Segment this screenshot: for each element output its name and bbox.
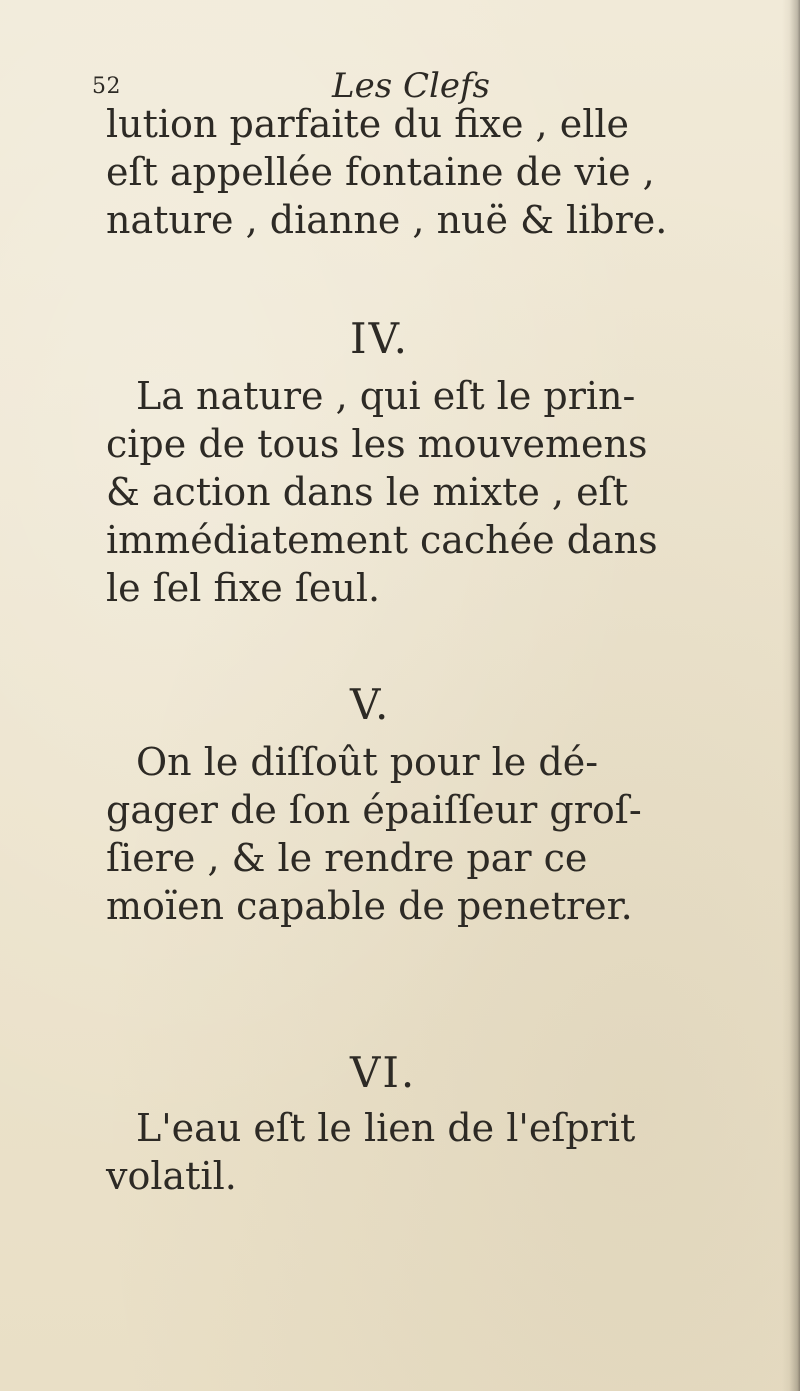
- text-line: gager de ſon épaiſſeur groſ-: [106, 788, 642, 832]
- text-line: cipe de tous les mouvemens: [106, 422, 648, 466]
- text-line: lution parfaite du fixe , elle: [106, 102, 630, 146]
- page-edge-shadow: [782, 0, 800, 1391]
- page-number: 52: [92, 74, 121, 99]
- text-line: moïen capable de penetrer.: [106, 884, 633, 928]
- section-number-v: V.: [350, 680, 391, 729]
- text-line: & action dans le mixte , eſt: [106, 470, 628, 514]
- text-line: L'eau eſt le lien de l'eſprit: [136, 1106, 636, 1150]
- text-line: On le diſſoût pour le dé-: [136, 740, 599, 784]
- text-line: ſiere , & le rendre par ce: [106, 836, 588, 880]
- text-line: La nature , qui eſt le prin-: [136, 374, 636, 418]
- section-iv-paragraph: [106, 372, 766, 612]
- text-line: volatil.: [106, 1154, 237, 1198]
- section-number-iv: IV.: [350, 314, 409, 363]
- paragraph-continuation: [106, 100, 766, 244]
- text-line: le ſel fixe ſeul.: [106, 566, 381, 610]
- section-vi-paragraph: [106, 1104, 766, 1200]
- text-line: immédiatement cachée dans: [106, 518, 658, 562]
- text-line: nature , dianne , nuë & libre.: [106, 198, 668, 242]
- section-v-paragraph: [106, 738, 766, 930]
- running-title: Les Clefs: [332, 66, 490, 106]
- text-line: eſt appellée fontaine de vie ,: [106, 150, 655, 194]
- section-number-vi: VI.: [350, 1048, 417, 1097]
